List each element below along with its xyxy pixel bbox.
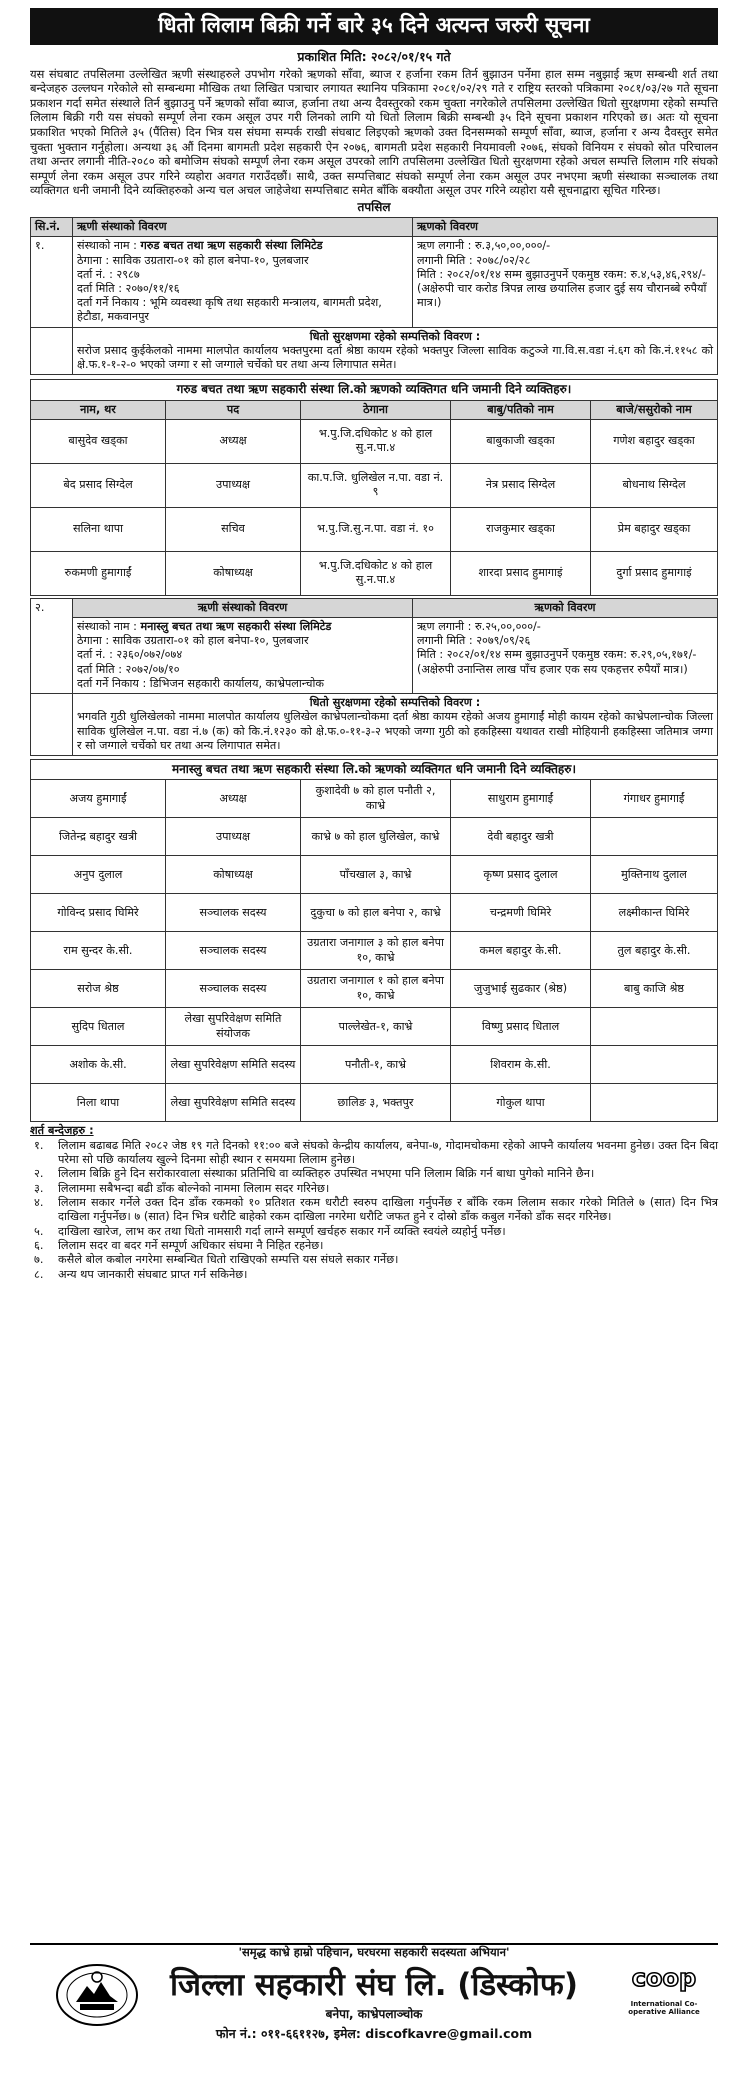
list-item — [30, 1225, 718, 1239]
list-item — [30, 1139, 718, 1168]
borrower-header: ऋणी संस्थाको विवरण — [73, 218, 413, 237]
person-father: देवी बहादुर खत्री — [451, 818, 591, 856]
person-post: उपाध्यक्ष — [166, 818, 301, 856]
person-grandfather: गंगाधर हुमागाईं — [591, 780, 718, 818]
reg-number: दर्ता नं. : २९८७ — [77, 267, 140, 281]
condition-text: लिलाममा सबैभन्दा बढी डाँक बोल्नेको नाममा लिलाम सदर गरिनेछ। — [58, 1181, 330, 1195]
loan-row — [31, 237, 718, 327]
person-grandfather: दुर्गा प्रसाद हुमागाइं — [591, 551, 718, 595]
person-grandfather: मुक्तिनाथ दुलाल — [591, 856, 718, 894]
due-amount: मिति : २०८२/०१/१४ सम्म बुझाउनुपर्ने एकमुष्ठ रकम: रु.२९,०५,१७१/- (अक्षेरुपी उनान्तिस लाख पाँच हजार एक सय एकहत्तर रुपैयाँ मात्र।) — [417, 648, 697, 676]
footer-address: बनेपा, काभ्रेपलाञ्चोक — [325, 2006, 423, 2021]
person-name: राम सुन्दर के.सी. — [31, 932, 166, 970]
collateral-text: सरोज प्रसाद कुईकेलको नाममा मालपोत कार्यालय भक्तपुरमा दर्ता श्रेष्ठा कायम रहेको भक्तपुर जिल्ला साविक कटुञ्जे गा.वि.स.वडा नं.६ग को कि.नं.११५८ को क्षे.फ.१-१-२-० भएको जग्गा र सो जग्गाले चर्चेको घर तथा अन्य लिगापात समेत। — [77, 343, 713, 372]
condition-number: २. — [34, 1167, 44, 1181]
list-heading: तपसिल — [357, 199, 391, 214]
person-father: कमल बहादुर के.सी. — [451, 932, 591, 970]
person-address: उग्रतारा जनागाल ३ को हाल बनेपा १०, काभ्रे — [301, 932, 451, 970]
person-address: छालिङ ३, भक्तपुर — [301, 1084, 451, 1122]
person-father: शारदा प्रसाद हुमागाइं — [451, 551, 591, 595]
collateral-title: धितो सुरक्षणमा रहेको सम्पत्तिको विवरण : — [309, 696, 481, 710]
list-item — [30, 1268, 718, 1282]
coop-logo — [624, 1956, 704, 2026]
col-post: पद — [166, 400, 301, 419]
person-father: गोकुल थापा — [451, 1084, 591, 1122]
guarantor-table-1 — [30, 379, 718, 595]
person-address: पनौती-१, काभ्रे — [301, 1046, 451, 1084]
person-post: कोषाध्यक्ष — [166, 856, 301, 894]
borrower-details — [73, 237, 413, 327]
table-row — [31, 894, 718, 932]
loan-row — [31, 598, 718, 617]
due-amount: मिति : २०८२/०१/१४ सम्म बुझाउनुपर्ने एकमुष्ठ रकम: रु.४,५३,४६,२९४/- (अक्षेरुपी चार करोड त्रिपन्न लाख छयालिस हजार दुई सय चौरानब्बे रुपैयाँ मात्र।) — [417, 267, 707, 310]
person-name: बेद प्रसाद सिग्देल — [31, 463, 166, 507]
reg-date: दर्ता मिति : २०७०/११/१६ — [77, 281, 180, 295]
col-father: बाबु/पतिको नाम — [451, 400, 591, 419]
table-row — [31, 1084, 718, 1122]
condition-number: ३. — [34, 1181, 44, 1195]
person-post: लेखा सुपरिवेक्षण समिति संयोजक — [166, 1008, 301, 1046]
condition-number: ६. — [34, 1238, 44, 1252]
person-name: बासुदेव खड्का — [31, 419, 166, 463]
person-name: अशोक के.सी. — [31, 1046, 166, 1084]
loan-details — [413, 617, 718, 693]
person-address: दुकुचा ७ को हाल बनेपा २, काभ्रे — [301, 894, 451, 932]
district-coop-seal-icon — [54, 1962, 140, 2028]
borrower-details — [73, 617, 413, 693]
person-father: कृष्ण प्रसाद दुलाल — [451, 856, 591, 894]
loan-header-row — [31, 218, 718, 237]
person-name: सलिना थापा — [31, 507, 166, 551]
person-name: गोविन्द प्रसाद घिमिरे — [31, 894, 166, 932]
footer — [30, 1940, 718, 2082]
condition-number: ८. — [34, 1267, 44, 1281]
loan-details — [413, 237, 718, 327]
loan-table-2 — [30, 598, 718, 756]
person-post: सञ्चालक सदस्य — [166, 932, 301, 970]
collateral-row — [31, 694, 718, 756]
org-label: संस्थाको नाम : — [77, 619, 137, 633]
condition-text: लिलाम बिक्रि हुने दिन सरोकारवाला संस्थाका प्रतिनिधि वा व्यक्तिहरु उपस्थित नभएमा पनि लिलाम बिक्रि गर्न बाधा पुगेको मानिने छैन। — [58, 1167, 595, 1181]
condition-text: लिलाम बढाबढ मिति २०८२ जेष्ठ १९ गते दिनको ११:०० बजे संघको केन्द्रीय कार्यालय, बनेपा-७, गोदामचोकमा रहेको आफ्नै कार्यालय भवनमा हुनेछ। उक्त दिन बिदा परेमा सो पछि कार्यालय खुल्ने दिनमा सोही स्थान र समयमा लिलाम हुनेछ। — [58, 1138, 718, 1166]
published-date: प्रकाशित मिति: २०८२/०१/१५ गते — [297, 48, 451, 64]
list-item — [30, 1239, 718, 1253]
coop-logo-word: coop — [631, 1964, 697, 1992]
person-post: कोषाध्यक्ष — [166, 551, 301, 595]
person-post: सञ्चालक सदस्य — [166, 970, 301, 1008]
col-name: नाम, थर — [31, 400, 166, 419]
person-address: भ.पु.जि.दधिकोट ४ को हाल सु.न.पा.४ — [301, 419, 451, 463]
table-row — [31, 1008, 718, 1046]
person-grandfather: प्रेम बहादुर खड्का — [591, 507, 718, 551]
person-grandfather — [591, 818, 718, 856]
list-item — [30, 1167, 718, 1181]
list-item — [30, 1182, 718, 1196]
person-address: काभ्रे ७ को हाल धुलिखेल, काभ्रे — [301, 818, 451, 856]
footer-org-name: जिल्ला सहकारी संघ लि. (डिस्कोफ) — [169, 1966, 579, 2003]
collateral-row — [31, 327, 718, 375]
loan-sn: १. — [31, 237, 73, 327]
col-address: ठेगाना — [301, 400, 451, 419]
loan-header: ऋणको विवरण — [413, 598, 718, 617]
person-father: राजकुमार खड्का — [451, 507, 591, 551]
footer-contact: फोन नं.: ०११-६६११२७, इमेल: discofkavre@gmail.com — [215, 2026, 533, 2042]
notice-intro: यस संघबाट तपसिलमा उल्लेखित ऋणी संस्थाहरुले उपभोग गरेको ऋणको साँवा, ब्याज र हर्जाना रकम तिर्न बुझाउन पर्नेमा हाल सम्म नबुझाई ऋण सम्बन्धी शर्त तथा बन्देजहरु उल्लघन गरेकोले सो सम्बन्धमा मौखिक तथा लिखित पत्राचार लगायत स्थानिय पत्रिकामा २०८१/०२/२९ गते र राष्ट्रिय स्तरको पत्रिकामा २०८१/०३/२७ गते सूचना प्रकाशन गर्दा समेत संस्थाले तिर्न बुझाउनु पर्ने ऋणको साँवा ब्याज, हर्जाना तथा अन्य दैवस्तुरको रकम चुक्ता नगरेकोले तपसिलमा उल्लेखित धितो सुरक्षणमा रहेको सम्पत्ति लिलाम बिक्री गरी यस संघको सम्पूर्ण लेना रकम असूल उपर गरी लिनको लागि यो धितो लिलाम बिक्री सम्बन्धी ३५ दिने सूचना प्रकाशन गरिएको छ। अतः यो सूचना प्रकाशित भएको मितिले ३५ (पैंतिस) दिन भित्र यस संघमा सम्पर्क राखी संघबाट लिइएको ऋणको उक्त दिनसम्मको सम्पूर्ण साँवा, ब्याज, हर्जाना र अन्य दैवस्तुर समेत चुक्ता भुक्तान गर्नुहोला। अन्यथा ३६ औं दिनमा बागमती प्रदेश सहकारी ऐन २०७६, बागमती प्रदेश सहकारी नियमावली २०७६, संघको विनियम र संघको स्रोत परिचालन तथा अन्तर लगानी नीति-२०८० को बमोजिम संघको सम्पूर्ण लेना रकम असूल उपरको लागि तपसिलमा उल्लेखित धितो सुरक्षणमा रहेको अचल सम्पत्ति लिलाम गरि संघको सम्पूर्ण लेना रकम असूल उपर गरिने व्यहोरा अवगत गराउँदछौं। साथै, उक्त सम्पत्तिबाट संघको सम्पूर्ण लेना रकम असूल उपर नभएमा ऋणी संस्थाका सञ्चालक तथा व्यक्तिगत धनी जमानी दिने व्यक्तिहरुको अन्य चल अचल जाहेजेथा सम्पत्तिबाट समेत बाँकि बक्यौता असूल उपर गरिने व्यहोरा यसै सूचनाद्वारा सूचित गरिन्छ। — [30, 66, 718, 198]
person-grandfather: गणेश बहादुर खड्का — [591, 419, 718, 463]
person-post: अध्यक्ष — [166, 419, 301, 463]
list-item — [30, 1196, 718, 1225]
loan-header: ऋणको विवरण — [413, 218, 718, 237]
person-name: रुकमणी हुमागाईं — [31, 551, 166, 595]
guarantor-title: मनास्लु बचत तथा ऋण सहकारी संस्था लि.को ऋणको व्यक्तिगत धनि जमानी दिने व्यक्तिहरु। — [31, 759, 718, 779]
person-father: विष्णु प्रसाद धिताल — [451, 1008, 591, 1046]
conditions-section — [30, 1124, 718, 1282]
col-grandfather: बाजे/ससुरोको नाम — [591, 400, 718, 419]
person-grandfather: लक्ष्मीकान्त घिमिरे — [591, 894, 718, 932]
condition-text: अन्य थप जानकारी संघबाट प्राप्त गर्न सकिनेछ। — [58, 1267, 248, 1281]
condition-text: कसैले बोल कबोल नगरेमा सम्बन्धित धितो राखिएको सम्पत्ति यस संघले सकार गर्नेछ। — [58, 1253, 399, 1267]
org-label: संस्थाको नाम : — [77, 239, 137, 253]
person-name: सुदिप धिताल — [31, 1008, 166, 1046]
condition-text: लिलाम सदर वा बदर गर्ने सम्पूर्ण अधिकार संघमा नै निहित रहनेछ। — [58, 1238, 324, 1252]
guarantor-table-2 — [30, 759, 718, 1122]
loan-date: लगानी मिति : २०७९/०९/२६ — [417, 634, 531, 648]
person-address: का.प.जि. धुलिखेल न.पा. वडा नं. ९ — [301, 463, 451, 507]
person-grandfather — [591, 1008, 718, 1046]
condition-text: दाखिला खारेज, लाभ कर तथा धितो नामसारी गर्दा लाग्ने सम्पूर्ण खर्चहरु सकार गर्ने व्यक्ति स्वयंले व्यहोर्नु पर्नेछ। — [58, 1224, 506, 1238]
person-father: नेत्र प्रसाद सिग्देल — [451, 463, 591, 507]
condition-number: १. — [34, 1138, 44, 1152]
person-father: शिवराम के.सी. — [451, 1046, 591, 1084]
loan-row — [31, 617, 718, 693]
coop-alliance-icon — [628, 1956, 700, 1998]
coop-logo-caption: International Co-operative Alliance — [628, 2000, 700, 2017]
guarantor-title: गरुड बचत तथा ऋण सहकारी संस्था लि.को ऋणको व्यक्तिगत धनि जमानी दिने व्यक्तिहरु। — [31, 380, 718, 400]
person-grandfather — [591, 1084, 718, 1122]
loan-table-1 — [30, 217, 718, 375]
reg-number: दर्ता नं. : २३६०/०७२/०७४ — [77, 648, 183, 662]
person-father: जुजुभाई सुढकार (श्रेष्ठ) — [451, 970, 591, 1008]
reg-date: दर्ता मिति : २०७२/०७/१० — [77, 662, 180, 676]
loan-amount: ऋण लगानी : रु.३,५०,००,०००/- — [417, 239, 551, 253]
collateral-cell — [73, 694, 718, 756]
reg-office: दर्ता गर्ने निकाय : डिभिजन सहकारी कार्यालय, काभ्रेपलान्चोक — [77, 676, 324, 690]
table-row — [31, 932, 718, 970]
table-row — [31, 1046, 718, 1084]
table-row — [31, 780, 718, 818]
person-grandfather — [591, 1046, 718, 1084]
person-address: पाल्लेखेत-१, काभ्रे — [301, 1008, 451, 1046]
table-row — [31, 818, 718, 856]
collateral-title: धितो सुरक्षणमा रहेको सम्पत्तिको विवरण : — [309, 329, 481, 343]
loan-sn: २. — [31, 598, 73, 693]
loan-amount: ऋण लगानी : रु.२५,००,०००/- — [417, 619, 541, 633]
collateral-text: भगवति गुठी धुलिखेलको नाममा मालपोत कार्यालय धुलिखेल काभ्रेपलान्चोकमा दर्ता श्रेष्ठा कायम रहेको अजय हुमागाईं मोही कायम रहेको काभ्रेपलान्चोक जिल्ला साविक धुलिखेल न.पा. वडा नं.७ (क) को कि.नं.१२३० को क्षे.फ.०-११-३-२ भएको जग्गा गुठी को हकहिस्सा यथावत राखी मोहियानी हकहिस्सा जतिमात्र जग्गा र सो जग्गाले चर्चेको घर तथा अन्य लिगापात समेत। — [77, 710, 713, 752]
person-address: भ.पु.जि.दधिकोट ४ को हाल सु.न.पा.४ — [301, 551, 451, 595]
person-post: सञ्चालक सदस्य — [166, 894, 301, 932]
list-item — [30, 1253, 718, 1267]
person-father: बाबुकाजी खड्का — [451, 419, 591, 463]
org-address: ठेगाना : साविक उग्रतारा-०१ को हाल बनेपा-१०, पुलबजार — [77, 634, 309, 648]
condition-text: लिलाम सकार गर्नेले उक्त दिन डाँक रकमको १० प्रतिशत रकम धरौटी स्वरुप दाखिला गर्नुपर्नेछ र बाँकि रकम लिलाम सकार गरेको मितिले ७ (सात) दिन भित्र दाखिला गर्नुपर्नेछ। ७ (सात) दिन भित्र धरौटि बाहेको रकम दाखिला नगरेमा धरौटि जफत हुने र दोस्रो डाँक कबुल गर्नेको डाँक सदर गरिनेछ। — [58, 1195, 718, 1224]
condition-number: ५. — [34, 1224, 44, 1238]
table-row — [31, 970, 718, 1008]
person-father: साधुराम हुमागाईं — [451, 780, 591, 818]
person-post: लेखा सुपरिवेक्षण समिति सदस्य — [166, 1084, 301, 1122]
person-father: चन्द्रमणी घिमिरे — [451, 894, 591, 932]
notice-title: धितो लिलाम बिक्री गर्ने बारे ३५ दिने अत्यन्त जरुरी सूचना — [30, 8, 718, 45]
person-name: अनुप दुलाल — [31, 856, 166, 894]
reg-office: दर्ता गर्ने निकाय : भूमि व्यवस्था कृषि तथा सहकारी मन्त्रालय, बागमती प्रदेश, हेटौडा, मकवानपुर — [77, 296, 382, 324]
borrower-header: ऋणी संस्थाको विवरण — [73, 598, 413, 617]
org-name: मनास्लु बचत तथा ऋण सहकारी संस्था लिमिटेड — [140, 619, 332, 633]
table-row — [31, 463, 718, 507]
person-name: अजय हुमागाईं — [31, 780, 166, 818]
guarantor-header-row — [31, 400, 718, 419]
person-post: लेखा सुपरिवेक्षण समिति सदस्य — [166, 1046, 301, 1084]
person-post: अध्यक्ष — [166, 780, 301, 818]
table-row — [31, 507, 718, 551]
conditions-heading: शर्त बन्देजहरु : — [30, 1124, 94, 1138]
person-address: पाँचखाल ३, काभ्रे — [301, 856, 451, 894]
person-name: निला थापा — [31, 1084, 166, 1122]
person-address: कुशादेवी ७ को हाल पनौती २, काभ्रे — [301, 780, 451, 818]
collateral-cell — [73, 327, 718, 375]
person-grandfather: बोधनाथ सिग्देल — [591, 463, 718, 507]
person-address: उग्रतारा जनागाल १ को हाल बनेपा १०, काभ्रे — [301, 970, 451, 1008]
org-address: ठेगाना : साविक उग्रतारा-०१ को हाल बनेपा-१०, पुलबजार — [77, 253, 309, 267]
org-name: गरुड बचत तथा ऋण सहकारी संस्था लिमिटेड — [140, 239, 323, 253]
table-row — [31, 551, 718, 595]
person-grandfather: बाबु काजि श्रेष्ठ — [591, 970, 718, 1008]
loan-date: लगानी मिति : २०७८/०२/२८ — [417, 253, 531, 267]
person-name: सरोज श्रेष्ठ — [31, 970, 166, 1008]
person-address: भ.पु.जि.सु.न.पा. वडा नं. १० — [301, 507, 451, 551]
table-row — [31, 419, 718, 463]
person-post: सचिव — [166, 507, 301, 551]
person-name: जितेन्द्र बहादुर खत्री — [31, 818, 166, 856]
person-post: उपाध्यक्ष — [166, 463, 301, 507]
table-row — [31, 856, 718, 894]
condition-number: ४. — [34, 1195, 44, 1209]
person-grandfather: तुल बहादुर के.सी. — [591, 932, 718, 970]
condition-number: ७. — [34, 1253, 44, 1267]
sn-header: सि.नं. — [31, 218, 73, 237]
footer-slogan: 'समृद्ध काभ्रे हाम्रो पहिचान, घरघरमा सहकारी सदस्यता अभियान' — [238, 1945, 510, 1959]
